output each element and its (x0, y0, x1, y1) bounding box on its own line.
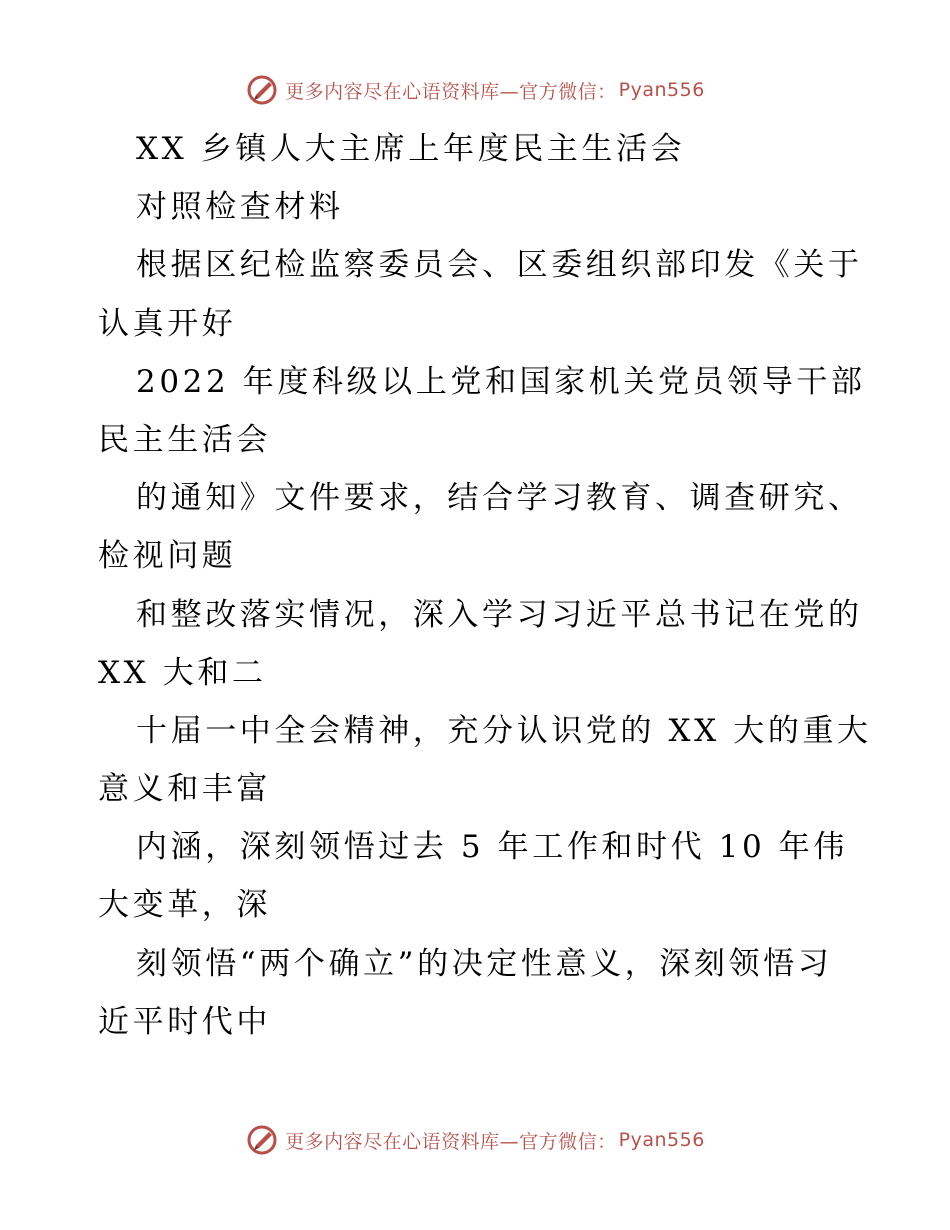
subtitle-line: 对照检查材料 (136, 189, 344, 226)
watermark-wechat-id: Pyan556 (618, 79, 705, 101)
watermark-text: 更多内容尽在心语资料库—官方微信： (285, 80, 617, 103)
header-watermark (0, 70, 950, 110)
paragraph-line: 的通知》文件要求，结合学习教育、调查研究、 (136, 480, 863, 517)
watermark-wechat-id: Pyan556 (618, 1129, 705, 1151)
watermark-text: 更多内容尽在心语资料库—官方微信： (285, 1130, 617, 1153)
paragraph-line: 认真开好 (98, 305, 237, 342)
paragraph-line: XX 大和二 (98, 654, 267, 691)
paragraph-line: 意义和丰富 (98, 771, 271, 808)
paragraph-line: 检视问题 (98, 538, 237, 575)
paragraph-line: 刻领悟“两个确立”的决定性意义，深刻领悟习 (136, 945, 833, 982)
pen-circle-logo-icon (245, 1123, 279, 1157)
pen-circle-logo-icon (245, 73, 279, 107)
paragraph-line: 十届一中全会精神，充分认识党的 XX 大的重大 (136, 712, 872, 749)
document-body (98, 120, 872, 1051)
paragraph-line: 大变革，深 (98, 887, 271, 924)
paragraph-line: 近平时代中 (98, 1003, 271, 1040)
paragraph-line: 内涵，深刻领悟过去 5 年工作和时代 10 年伟 (136, 829, 848, 866)
paragraph-line: 2022 年度科级以上党和国家机关党员领导干部 (136, 363, 866, 400)
footer-watermark (0, 1120, 950, 1160)
title-line: XX 乡镇人大主席上年度民主生活会 (136, 131, 686, 167)
paragraph-line: 和整改落实情况，深入学习习近平总书记在党的 (136, 596, 863, 633)
paragraph-line: 民主生活会 (98, 421, 271, 458)
paragraph-line: 根据区纪检监察委员会、区委组织部印发《关于 (136, 247, 863, 284)
